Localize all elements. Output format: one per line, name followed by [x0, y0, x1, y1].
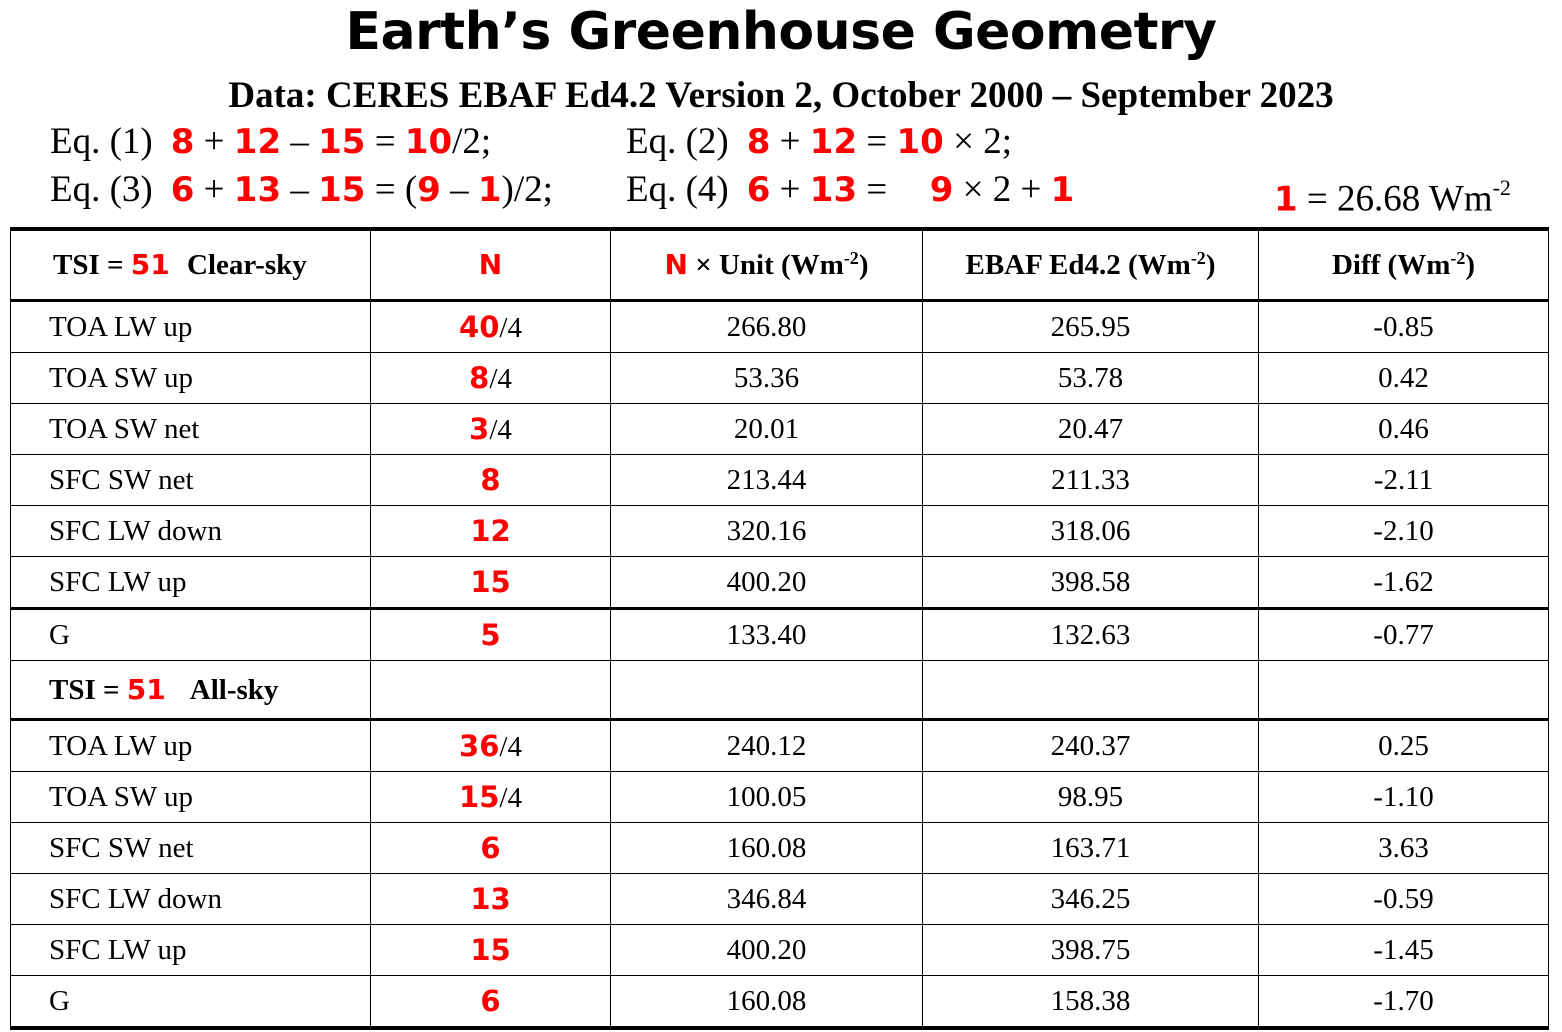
section-all-sky [11, 661, 371, 720]
eq-operator: × 2 + [962, 169, 1042, 210]
unit-definition [1274, 168, 1511, 221]
row-ebaf-value [923, 720, 1259, 772]
row-ebaf-value-text: 398.75 [1050, 933, 1131, 966]
row-diff-value [1259, 353, 1549, 404]
eq-operator: = ( [374, 169, 418, 210]
row-ebaf-value-text: 240.37 [1050, 729, 1131, 762]
row-ebaf-value-text: 20.47 [1057, 412, 1124, 445]
row-diff-value-text: -1.10 [1373, 780, 1434, 813]
row-diff-value-text: 0.42 [1378, 361, 1429, 394]
row-ebaf-value-text: 132.63 [1050, 618, 1131, 651]
header-n-unit [611, 229, 923, 301]
row-label-text: SFC LW up [49, 933, 187, 966]
header-text: ) [1465, 248, 1476, 281]
eq-operator: × 2; [953, 121, 1012, 162]
row-n [371, 720, 611, 772]
table-row [11, 874, 1549, 925]
equation-3 [50, 168, 553, 212]
eq-term: 1 [1050, 170, 1075, 210]
row-unit-value [611, 823, 923, 874]
row-diff-value [1259, 404, 1549, 455]
page-title: Earth’s Greenhouse Geometry [345, 2, 1217, 62]
header-exponent: -2 [1450, 247, 1466, 268]
table-row [11, 506, 1549, 557]
eq-term: 10 [896, 122, 944, 162]
eq-term: 1 [477, 170, 502, 210]
row-label-text: SFC SW net [49, 463, 194, 496]
row-n-text: 8 [469, 360, 490, 395]
eq-term: 10 [404, 122, 453, 162]
section-text: All-sky [189, 673, 279, 706]
row-unit-value [611, 301, 923, 353]
row-ebaf-value-text: 98.95 [1057, 780, 1124, 813]
eq-term: 15 [318, 122, 366, 162]
row-unit-value-text: 346.84 [726, 882, 807, 915]
row-label [11, 823, 371, 874]
row-n [371, 557, 611, 609]
row-n-text: 15 [470, 564, 511, 599]
row-unit-value-text: 213.44 [726, 463, 807, 496]
row-label [11, 925, 371, 976]
row-n [371, 925, 611, 976]
table-header-row [11, 229, 1549, 301]
unit-exponent: -2 [1492, 175, 1511, 200]
row-n-text: /4 [499, 730, 522, 763]
row-n [371, 823, 611, 874]
row-unit-value-text: 160.08 [726, 831, 807, 864]
eq-operator: /2; [452, 121, 492, 162]
row-diff-value-text: -2.10 [1373, 514, 1434, 547]
row-unit-value-text: 266.80 [726, 310, 807, 343]
header-clear-sky [11, 229, 371, 301]
eq-term: 8 [170, 122, 195, 162]
unit-text: = 26.68 Wm [1306, 178, 1493, 220]
row-n [371, 976, 611, 1029]
row-n-text: 8 [480, 462, 501, 497]
row-unit-value-text: 400.20 [726, 933, 807, 966]
row-n-text: 12 [470, 513, 511, 548]
row-n-text: 13 [470, 881, 511, 916]
row-label-text: SFC SW net [49, 831, 194, 864]
row-n-text: /4 [489, 413, 512, 446]
row-ebaf-value [923, 976, 1259, 1029]
table-row [11, 353, 1549, 404]
header-text: Diff (Wm [1331, 248, 1451, 281]
row-unit-value [611, 557, 923, 609]
row-ebaf-value-text: 346.25 [1050, 882, 1131, 915]
row-ebaf-value [923, 557, 1259, 609]
eq-operator: – [290, 121, 309, 162]
row-label-text: TOA LW up [49, 729, 193, 762]
row-unit-value [611, 609, 923, 661]
header-text: × Unit (Wm [695, 249, 844, 281]
table-row [11, 823, 1549, 874]
row-ebaf-value [923, 301, 1259, 353]
header-text: ) [858, 249, 869, 281]
header-text: EBAF Ed4.2 (Wm [965, 248, 1191, 281]
row-unit-value-text: 53.36 [733, 361, 800, 394]
row-n-text: 40 [459, 309, 500, 344]
row-label-text: TOA LW up [49, 310, 193, 343]
eq-term: 6 [170, 170, 195, 210]
row-n-text: /4 [499, 311, 522, 344]
row-diff-value-text: -1.62 [1373, 565, 1434, 598]
row-n [371, 404, 611, 455]
row-ebaf-value-text: 211.33 [1051, 463, 1130, 496]
eq-operator: = [374, 121, 396, 162]
row-n [371, 772, 611, 823]
row-unit-value [611, 874, 923, 925]
row-label [11, 557, 371, 609]
equation-label: Eq. (4) [626, 169, 729, 210]
eq-operator: – [450, 169, 469, 210]
table-row [11, 609, 1549, 661]
row-diff-value [1259, 506, 1549, 557]
row-n-text: 36 [459, 728, 500, 763]
row-diff-value [1259, 823, 1549, 874]
row-label [11, 301, 371, 353]
table-row [11, 772, 1549, 823]
eq-term: 9 [929, 170, 954, 210]
row-diff-value [1259, 609, 1549, 661]
row-ebaf-value-text: 163.71 [1050, 831, 1131, 864]
row-n [371, 455, 611, 506]
row-unit-value [611, 404, 923, 455]
row-unit-value-text: 320.16 [726, 514, 807, 547]
row-unit-value-text: 160.08 [726, 984, 807, 1017]
table-row [11, 557, 1549, 609]
header-text: ) [1205, 248, 1216, 281]
row-label-text: TOA SW up [49, 361, 193, 394]
row-label [11, 720, 371, 772]
row-n [371, 874, 611, 925]
table-row [11, 720, 1549, 772]
row-ebaf-value [923, 609, 1259, 661]
row-ebaf-value [923, 772, 1259, 823]
eq-operator: + [203, 121, 225, 162]
row-label [11, 874, 371, 925]
row-ebaf-value [923, 874, 1259, 925]
eq-operator: – [290, 169, 309, 210]
row-n-text: 15 [470, 932, 511, 967]
header-n [371, 229, 611, 301]
equation-label: Eq. (3) [50, 169, 153, 210]
eq-operator: + [779, 121, 801, 162]
row-diff-value-text: 0.25 [1378, 729, 1429, 762]
equation-label: Eq. (1) [50, 121, 153, 162]
row-unit-value-text: 20.01 [733, 412, 800, 445]
row-ebaf-value [923, 353, 1259, 404]
row-label [11, 353, 371, 404]
section-text: TSI = [49, 673, 120, 706]
row-unit-value [611, 976, 923, 1029]
eq-term: 12 [809, 122, 858, 162]
row-label [11, 976, 371, 1029]
row-unit-value-text: 133.40 [726, 618, 807, 651]
eq-term: 8 [746, 122, 771, 162]
row-n-text: /4 [489, 362, 512, 395]
unit-value: 1 [1274, 179, 1298, 220]
row-label [11, 609, 371, 661]
table-row [11, 455, 1549, 506]
row-n [371, 609, 611, 661]
header-tsi-value: 51 [130, 248, 170, 281]
row-ebaf-value-text: 158.38 [1050, 984, 1131, 1017]
row-label-text: G [49, 618, 70, 651]
row-unit-value [611, 506, 923, 557]
eq-operator: + [203, 169, 225, 210]
eq-term: 6 [746, 170, 771, 210]
row-unit-value [611, 925, 923, 976]
equation-label: Eq. (2) [626, 121, 729, 162]
energy-table [10, 227, 1549, 1030]
row-label [11, 772, 371, 823]
row-label-text: SFC LW down [49, 514, 222, 547]
row-ebaf-value-text: 53.78 [1057, 361, 1124, 394]
header-text: TSI = [53, 249, 124, 281]
header-text: N [478, 248, 503, 281]
row-diff-value [1259, 720, 1549, 772]
row-n-text: 3 [469, 411, 490, 446]
row-unit-value [611, 455, 923, 506]
header-text: N [664, 248, 688, 281]
row-diff-value [1259, 301, 1549, 353]
row-diff-value-text: 3.63 [1378, 831, 1429, 864]
row-n [371, 301, 611, 353]
row-diff-value-text: -1.45 [1373, 933, 1434, 966]
empty-cell [371, 661, 611, 720]
header-exponent: -2 [1190, 247, 1206, 268]
row-diff-value [1259, 557, 1549, 609]
row-diff-value-text: 0.46 [1378, 412, 1429, 445]
row-unit-value-text: 100.05 [726, 780, 807, 813]
row-diff-value [1259, 874, 1549, 925]
row-ebaf-value [923, 404, 1259, 455]
row-diff-value-text: -0.85 [1373, 310, 1434, 343]
row-ebaf-value-text: 318.06 [1050, 514, 1131, 547]
eq-term: 9 [417, 170, 441, 210]
row-n-text: /4 [499, 781, 522, 814]
row-n-text: 15 [459, 779, 500, 814]
row-ebaf-value [923, 925, 1259, 976]
table-row [11, 404, 1549, 455]
row-n-text: 5 [480, 617, 501, 652]
row-diff-value-text: -0.59 [1373, 882, 1434, 915]
row-n [371, 506, 611, 557]
row-diff-value [1259, 455, 1549, 506]
row-label [11, 404, 371, 455]
row-n-text: 6 [480, 983, 501, 1018]
empty-cell [1259, 661, 1549, 720]
eq-term: 12 [233, 122, 282, 162]
header-ebaf [923, 229, 1259, 301]
row-unit-value [611, 772, 923, 823]
row-label-text: TOA SW net [49, 412, 200, 445]
row-diff-value [1259, 925, 1549, 976]
row-n [371, 353, 611, 404]
row-ebaf-value [923, 455, 1259, 506]
row-diff-value-text: -2.11 [1373, 463, 1434, 496]
eq-term: 15 [318, 170, 366, 210]
row-diff-value [1259, 772, 1549, 823]
row-ebaf-value [923, 506, 1259, 557]
table-row [11, 925, 1549, 976]
row-label-text: SFC LW down [49, 882, 222, 915]
row-label [11, 455, 371, 506]
table-row [11, 976, 1549, 1029]
row-unit-value-text: 240.12 [726, 729, 807, 762]
row-unit-value-text: 400.20 [726, 565, 807, 598]
row-label-text: G [49, 984, 70, 1017]
equation-4 [626, 168, 1074, 212]
row-n-text: 6 [480, 830, 501, 865]
all-sky-section-row [11, 661, 1549, 720]
row-diff-value-text: -0.77 [1373, 618, 1434, 651]
equation-2 [626, 120, 1012, 164]
row-label-text: TOA SW up [49, 780, 193, 813]
equation-1 [50, 120, 491, 164]
eq-operator: = [866, 169, 888, 210]
page-subtitle: Data: CERES EBAF Ed4.2 Version 2, October 2000 – September 2023 [228, 75, 1334, 116]
row-diff-value-text: -1.70 [1373, 984, 1434, 1017]
row-diff-value [1259, 976, 1549, 1029]
eq-operator: + [779, 169, 801, 210]
empty-cell [923, 661, 1259, 720]
header-text: Clear-sky [187, 249, 307, 281]
eq-term: 13 [809, 170, 858, 210]
row-label-text: SFC LW up [49, 565, 187, 598]
row-ebaf-value [923, 823, 1259, 874]
eq-term: 13 [233, 170, 282, 210]
section-tsi-value: 51 [126, 672, 166, 706]
row-ebaf-value-text: 265.95 [1050, 310, 1131, 343]
row-ebaf-value-text: 398.58 [1050, 565, 1131, 598]
header-exponent: -2 [843, 248, 859, 268]
row-label [11, 506, 371, 557]
header-diff [1259, 229, 1549, 301]
eq-operator: )/2; [501, 169, 553, 210]
empty-cell [611, 661, 923, 720]
row-unit-value [611, 353, 923, 404]
row-unit-value [611, 720, 923, 772]
table-row [11, 301, 1549, 353]
eq-operator: = [866, 121, 888, 162]
